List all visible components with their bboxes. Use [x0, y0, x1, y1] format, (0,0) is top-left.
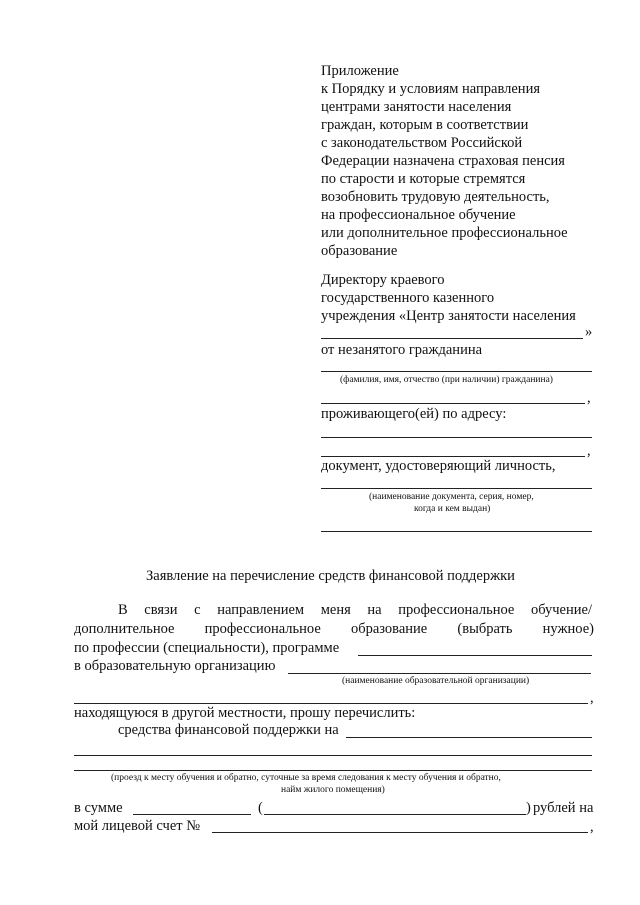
- funds-purpose-field[interactable]: [346, 737, 592, 738]
- word: (выбрать: [457, 621, 513, 637]
- word: обучение/: [530, 602, 592, 618]
- addressee-line: государственного казенного: [321, 290, 495, 306]
- body-line-2: [74, 620, 594, 638]
- located-label: находящуюся в другой местности, прошу перечислить:: [74, 705, 416, 721]
- appendix-line: или дополнительное профессиональное: [321, 225, 568, 241]
- appendix-line: возобновить трудовую деятельность,: [321, 189, 550, 205]
- appendix-line: Приложение: [321, 63, 399, 79]
- addressee-line: Директору краевого: [321, 272, 445, 288]
- purpose-hint-2: найм жилого помещения): [281, 785, 385, 795]
- org-label: в образовательную организацию: [74, 658, 276, 674]
- comma: ,: [587, 443, 591, 459]
- word: направлением: [217, 602, 305, 618]
- paren-open: (: [258, 800, 263, 816]
- address-label: проживающего(ей) по адресу:: [321, 406, 507, 422]
- paren-close: ): [526, 800, 531, 816]
- sum-field[interactable]: [133, 814, 251, 815]
- from-label: от незанятого гражданина: [321, 342, 483, 358]
- document-hint-2: когда и кем выдан): [414, 504, 491, 514]
- applicant-name-field-2[interactable]: [321, 403, 585, 404]
- funds-label: средства финансовой поддержки на: [118, 722, 339, 738]
- word: меня: [320, 602, 351, 618]
- word: образование: [350, 621, 428, 637]
- funds-purpose-field-3[interactable]: [74, 770, 592, 771]
- appendix-line: с законодательством Российской: [321, 135, 523, 151]
- applicant-name-field[interactable]: [321, 371, 592, 372]
- word: профессиональное: [204, 621, 321, 637]
- purpose-hint-1: (проезд к месту обучения и обратно, суточные за время следования к месту обучения и обратно,: [111, 773, 501, 783]
- comma: ,: [587, 390, 591, 406]
- document-label: документ, удостоверяющий личность,: [321, 458, 556, 474]
- word: дополнительное: [74, 621, 175, 637]
- profession-label: по профессии (специальности), программе: [74, 640, 340, 656]
- appendix-line: граждан, которым в соответствии: [321, 117, 529, 133]
- word: нужное): [542, 621, 594, 637]
- profession-field[interactable]: [358, 655, 592, 656]
- body-line-1: [118, 601, 592, 619]
- comma: ,: [590, 819, 594, 835]
- addressee-block: [321, 271, 576, 325]
- org-field[interactable]: [288, 673, 591, 674]
- appendix-line: к Порядку и условиям направления: [321, 81, 541, 97]
- rubles-label: рублей на: [533, 800, 594, 816]
- appendix-line: Федерации назначена страховая пенсия: [321, 153, 565, 169]
- center-name-field[interactable]: [321, 338, 583, 339]
- document-field-2[interactable]: [321, 531, 592, 532]
- word: на: [367, 602, 382, 618]
- close-quote: »: [585, 324, 593, 340]
- sum-label: в сумме: [74, 800, 123, 816]
- word: профессиональное: [398, 602, 515, 618]
- appendix-line: образование: [321, 243, 398, 259]
- appendix-block: [321, 62, 568, 260]
- appendix-line: центрами занятости населения: [321, 99, 512, 115]
- word: связи: [144, 602, 178, 618]
- document-title: Заявление на перечисление средств финансовой поддержки: [146, 568, 515, 584]
- name-hint: (фамилия, имя, отчество (при наличии) гражданина): [340, 375, 553, 385]
- word: В: [118, 602, 128, 618]
- funds-purpose-field-2[interactable]: [74, 755, 592, 756]
- appendix-line: по старости и которые стремятся: [321, 171, 526, 187]
- sum-words-field[interactable]: [264, 814, 526, 815]
- address-field-1[interactable]: [321, 437, 592, 438]
- appendix-line: на профессиональное обучение: [321, 207, 516, 223]
- addressee-line: учреждения «Центр занятости населения: [321, 308, 576, 324]
- word: с: [194, 602, 201, 618]
- document-hint-1: (наименование документа, серия, номер,: [369, 492, 534, 502]
- org-hint: (наименование образовательной организации): [342, 676, 530, 686]
- account-field[interactable]: [212, 832, 588, 833]
- comma: ,: [590, 690, 594, 706]
- account-label: мой лицевой счет №: [74, 818, 201, 834]
- document-field-1[interactable]: [321, 488, 592, 489]
